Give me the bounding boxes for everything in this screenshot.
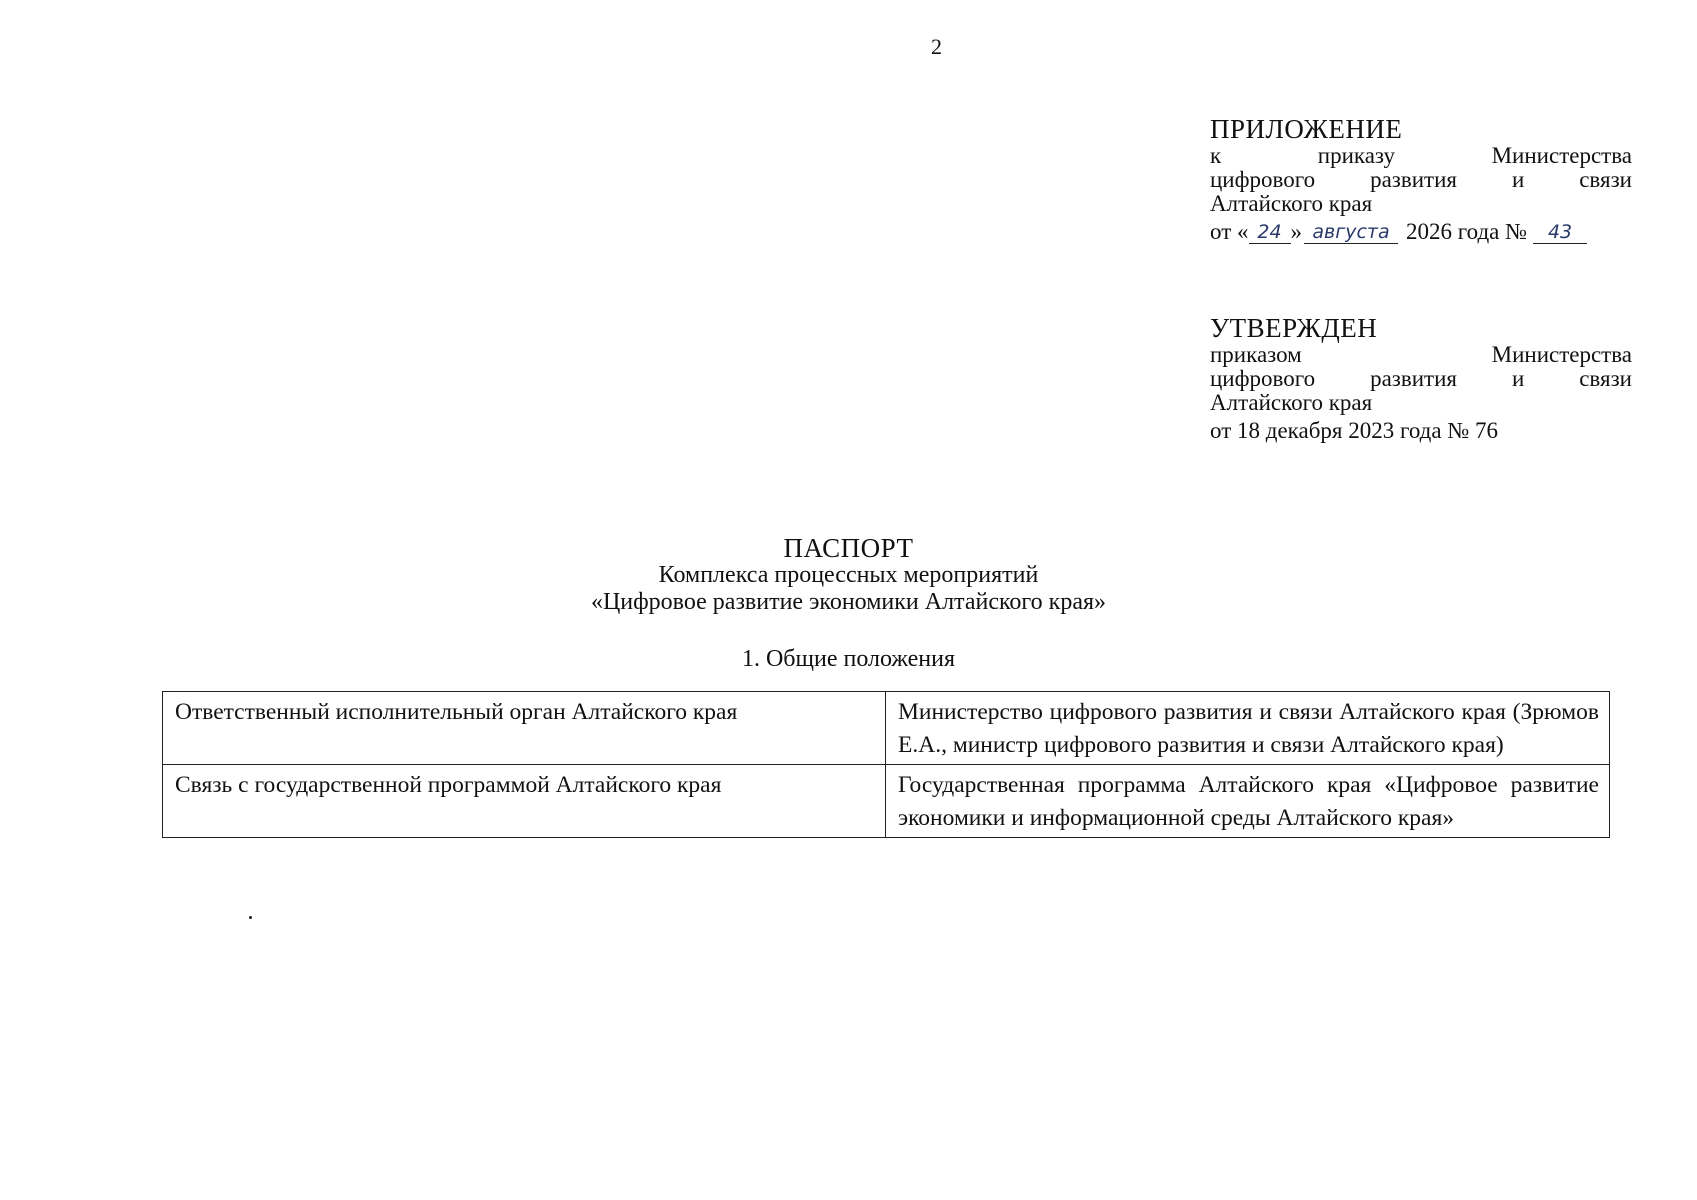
date-year-text: 2026 года №: [1406, 219, 1528, 244]
appendix-word: цифрового: [1210, 167, 1316, 192]
approved-heading: УТВЕРЖДЕН: [1210, 313, 1378, 343]
approved-word: цифрового: [1210, 366, 1316, 391]
approved-line-1: [1210, 343, 1632, 367]
stray-dot: [249, 916, 252, 919]
appendix-word: развития: [1370, 167, 1457, 192]
appendix-block: [1210, 114, 1632, 244]
title-main: ПАСПОРТ: [783, 533, 914, 563]
approved-word: приказом: [1210, 342, 1302, 367]
appendix-line-2: [1210, 168, 1632, 192]
date-prefix: от «: [1210, 219, 1249, 244]
appendix-word: и: [1511, 167, 1525, 192]
table-row: [163, 765, 1610, 838]
table-cell-label: Связь с государственной программой Алтайского края: [163, 765, 886, 838]
table-cell-value: Государственная программа Алтайского края «Цифровое развитие экономики и информационной среды Алтайского края»: [886, 765, 1610, 838]
handwritten-day: 24: [1249, 221, 1291, 244]
appendix-word: к: [1210, 143, 1222, 168]
approved-word: развития: [1370, 366, 1457, 391]
document-title: [0, 535, 1697, 616]
section-title: 1. Общие положения: [741, 646, 956, 672]
approved-word: и: [1511, 366, 1525, 391]
approved-block: [1210, 313, 1632, 443]
appendix-word: Министерства: [1491, 143, 1632, 168]
appendix-word: связи: [1579, 167, 1632, 192]
handwritten-number: 43: [1533, 221, 1587, 244]
appendix-line-1: [1210, 144, 1632, 168]
approved-word: Министерства: [1491, 342, 1632, 367]
approved-line-2: [1210, 367, 1632, 391]
appendix-line-3: Алтайского края: [1210, 191, 1373, 216]
appendix-heading: ПРИЛОЖЕНИЕ: [1210, 114, 1403, 144]
approved-line-3: Алтайского края: [1210, 390, 1373, 415]
general-provisions-table: [162, 691, 1610, 838]
page-number: 2: [931, 34, 942, 59]
appendix-word: приказу: [1317, 143, 1396, 168]
approved-word: связи: [1579, 366, 1632, 391]
table-row: [163, 692, 1610, 765]
date-quote-close: »: [1290, 219, 1302, 244]
approved-date: от 18 декабря 2023 года № 76: [1210, 418, 1499, 443]
title-line-2: Комплекса процессных мероприятий: [658, 562, 1039, 588]
table-cell-label: Ответственный исполнительный орган Алтайского края: [163, 692, 886, 765]
title-line-3: «Цифровое развитие экономики Алтайского края»: [590, 589, 1107, 615]
table-cell-value: Министерство цифрового развития и связи Алтайского края (Зрюмов Е.А., министр цифрового развития и связи Алтайского края): [886, 692, 1610, 765]
appendix-date-line: [1210, 220, 1632, 244]
handwritten-month: августа: [1304, 221, 1398, 244]
